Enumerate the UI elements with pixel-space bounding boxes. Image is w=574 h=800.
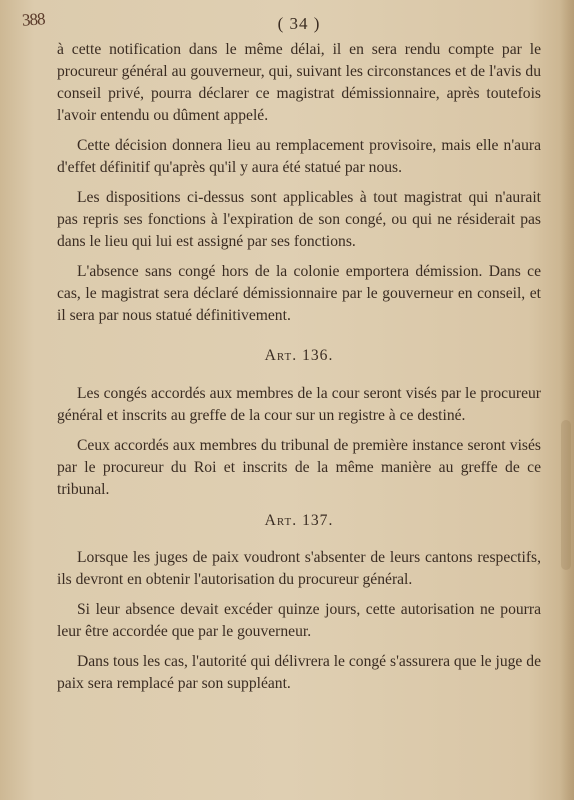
- article-137-heading: [57, 510, 541, 532]
- article-label: Art.: [264, 512, 298, 529]
- handwritten-marginal-note: 388: [21, 9, 46, 30]
- article-label: Art.: [264, 347, 298, 364]
- article-136-heading: [57, 345, 541, 367]
- paragraph: L'absence sans congé hors de la colonie emportera démission. Dans ce cas, le magistrat sera déclaré démissionnaire par le gouverneur en conseil, et il sera par nous statué définitivement.: [57, 263, 541, 324]
- paragraph-continuation: à cette notification dans le même délai, il en sera rendu compte par le procureur général au gouverneur, qui, suivant les circonstances et de l'avis du conseil privé, pourra déclarer ce magistrat démissionnaire, après toutefois l'avoir entendu ou dûment appelé.: [57, 41, 541, 124]
- paragraph: Les dispositions ci-dessus sont applicables à tout magistrat qui n'aurait pas repris ses fonctions à l'expiration de son congé, ou qui ne résiderait pas dans le lieu qui lui est assigné par ses fonctions.: [57, 189, 541, 250]
- paragraph: Cette décision donnera lieu au remplacement provisoire, mais elle n'aura d'effet définitif qu'après qu'il y aura été statué par nous.: [57, 137, 541, 176]
- paragraph: Lorsque les juges de paix voudront s'absenter de leurs cantons respectifs, ils devront en obtenir l'autorisation du procureur général.: [57, 549, 541, 588]
- text-column: [57, 12, 541, 703]
- article-number: 136.: [302, 347, 334, 364]
- article-number: 137.: [302, 512, 334, 529]
- paragraph: Les congés accordés aux membres de la cour seront visés par le procureur général et inscrits au greffe de la cour sur un registre à ce destiné.: [57, 385, 541, 424]
- paragraph: Ceux accordés aux membres du tribunal de première instance seront visés par le procureur du Roi et inscrits de la même manière au greffe de ce tribunal.: [57, 437, 541, 498]
- page-edge-stain: [561, 420, 571, 570]
- paragraph: Si leur absence devait excéder quinze jours, cette autorisation ne pourra leur être accordée que par le gouverneur.: [57, 601, 541, 640]
- page-number: ( 34 ): [277, 14, 321, 33]
- paragraph: Dans tous les cas, l'autorité qui délivrera le congé s'assurera que le juge de paix sera remplacé par son suppléant.: [57, 653, 541, 692]
